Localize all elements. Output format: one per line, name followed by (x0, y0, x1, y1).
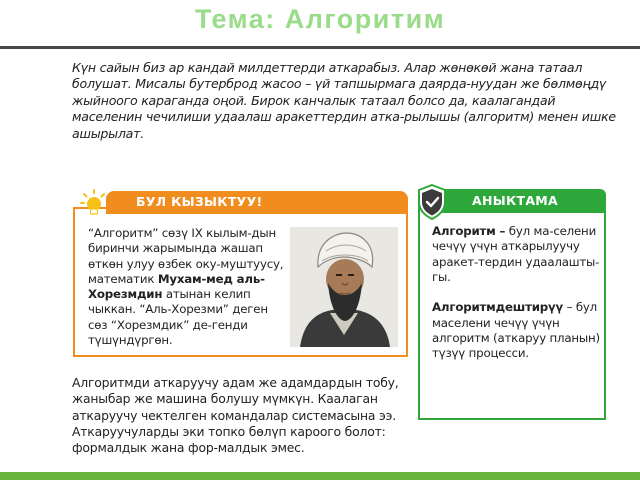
definition-header (430, 189, 606, 213)
definition-algorithm-text: бул ма-селени чечүү үчүн аткарылуучу аракет-тердин удаалашты-гы. (432, 224, 600, 284)
definition-header-label: АНЫКТАМА (472, 193, 559, 208)
al-khwarizmi-portrait (290, 227, 398, 347)
interesting-text-part-1: “Алгоритм” сөзү IX кылым-дын биринчи жарымында жашап өткөн улуу өзбек оку-муштуусу, математик (88, 226, 284, 286)
shield-check-icon (417, 184, 447, 220)
scientist-name: Мухам-мед аль-Хорезмдин (88, 271, 265, 302)
footer-bar (0, 472, 640, 480)
interesting-header (106, 191, 408, 214)
definition-algorithmization-text: – бул маселени чечүү үчүн алгоритм (аткаруу планын) түзүү процесси. (432, 300, 600, 361)
title-divider (0, 46, 640, 49)
intro-paragraph: Күн сайын биз ар кандай милдеттерди аткарабыз. Алар жөнөкөй жана татаал болушат. Мисалы бутерброд жасоо – үй тапшырмага даярда-нуудан же бөлмөңдү жыйноого караганда оңой. Бирок канчалык татаал болсо да, каалагандай маселенин чечилиши удаалаш аракеттердин атка-рылышы (алгоритм) менен ишке ашырылат. (72, 60, 616, 141)
definition-term-algorithmization: Алгоритмдештирүү (432, 300, 564, 315)
interesting-text-part-2: атынан келип чыккан. “Аль-Хорезми” деген сөз “Хорезмдик” де-генди түшүндүргөн. (88, 287, 268, 348)
slide-title: Тема: Алгоритим (194, 4, 446, 34)
interesting-header-label: БУЛ КЫЗЫКТУУ! (136, 194, 263, 209)
interesting-text (88, 226, 286, 348)
light-bulb-icon (80, 189, 108, 217)
definition-term-algorithm: Алгоритм – (432, 224, 506, 238)
bottom-paragraph: Алгоритмди аткаруучу адам же адамдардын тобу, жаныбар же машина болушу мүмкүн. Каалаган аткаруучу чектелген командалар системасына ээ. Аткаруучуларды эки топко бөлүп кароого болот: формалдык жана фор-малдык эмес. (72, 375, 399, 456)
definition-text (432, 224, 600, 362)
